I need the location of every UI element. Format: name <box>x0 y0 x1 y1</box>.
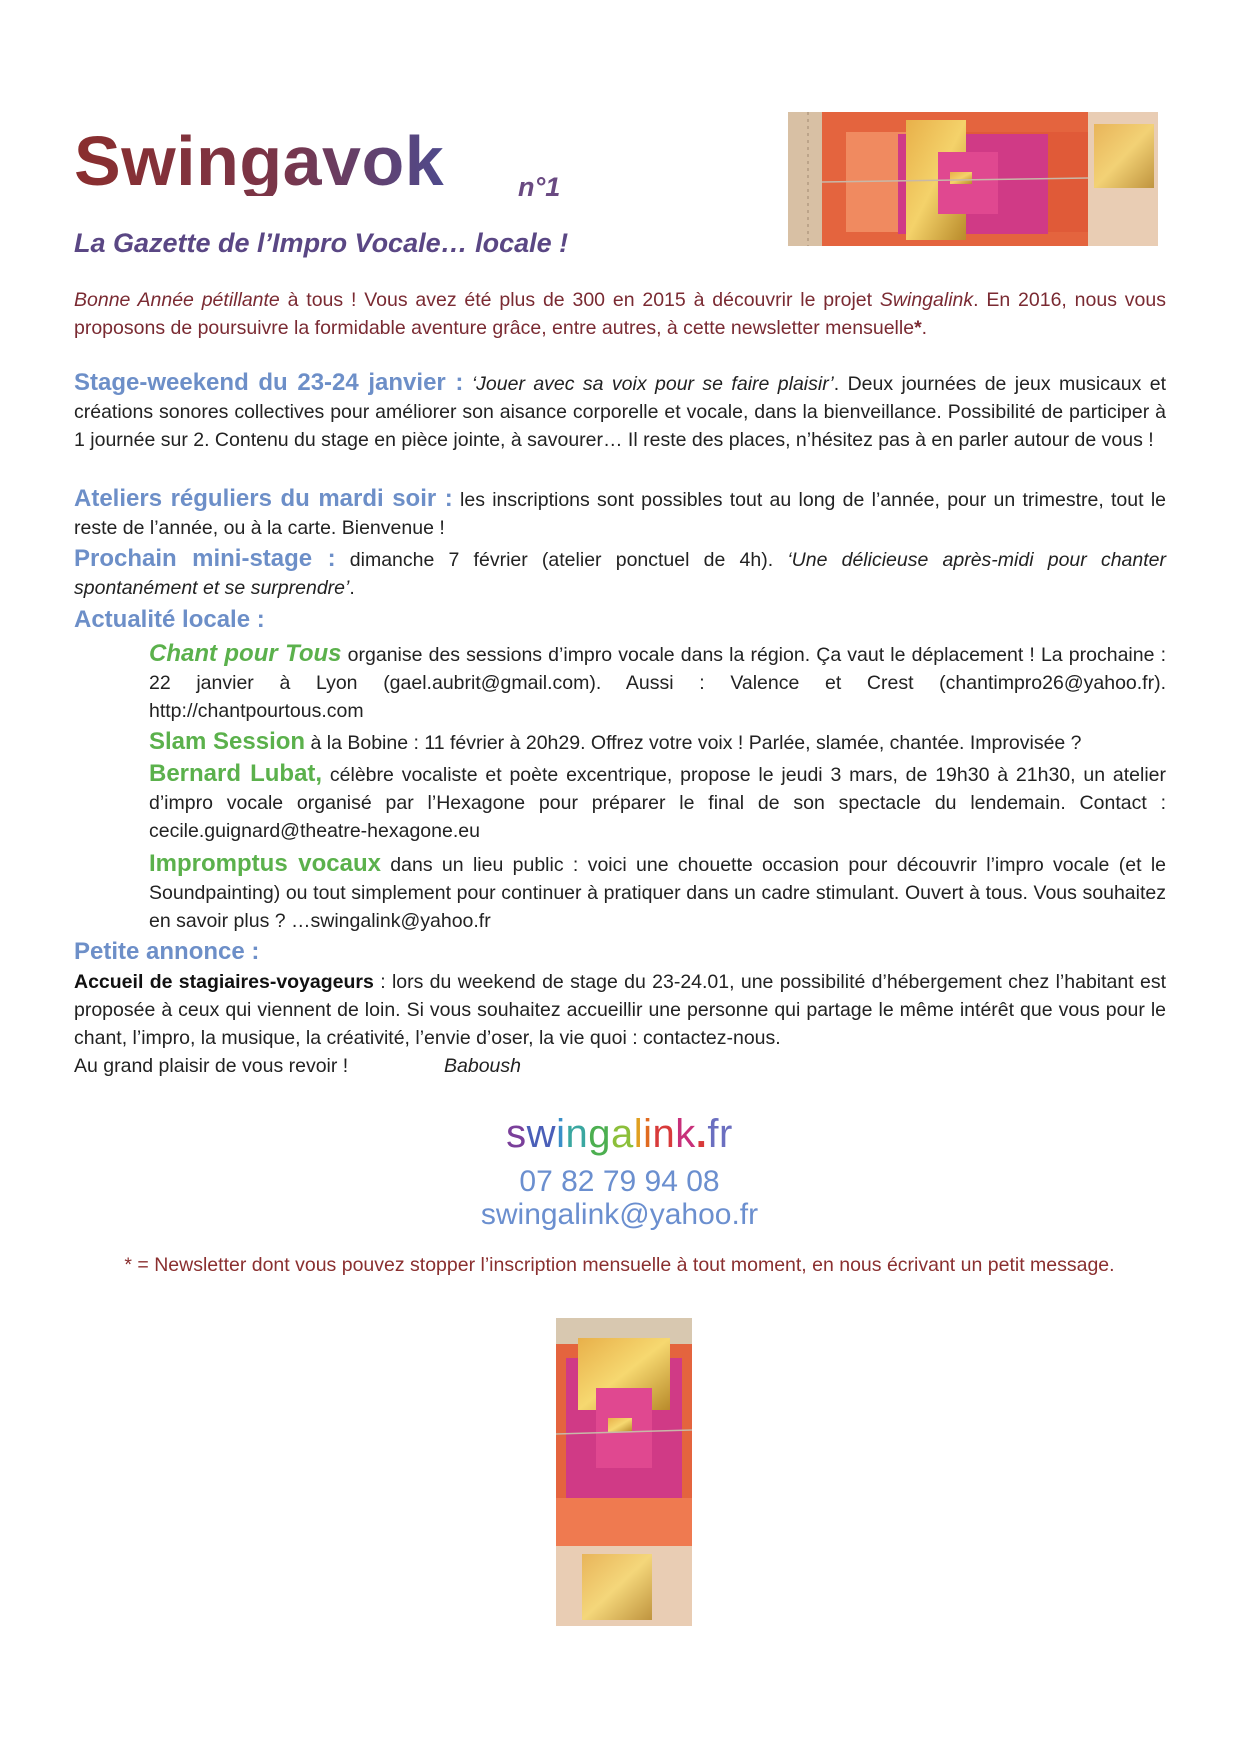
ateliers-body: les inscriptions sont possibles tout au long de l’année, pour un trimestre, tout le reste de l’année, ou à la carte. Bienvenue ! <box>74 489 1166 539</box>
logo-letter: w <box>526 1112 557 1156</box>
logo-letter: g <box>588 1112 611 1156</box>
intro-text-2: . En 2016, nous vous proposons de poursuivre la formidable aventure grâce, entre autres, à cette newsletter mensuelle <box>74 289 1166 339</box>
intro-project: Swingalink <box>879 289 974 311</box>
actualite-heading: Actualité locale : <box>74 606 265 633</box>
mini-stage-quote: ‘Une délicieuse après-midi pour chanter spontanément et se surprendre’ <box>74 549 1166 599</box>
section-stage-weekend <box>74 369 1166 454</box>
actualite-item-body: dans un lieu public : voici une chouette occasion pour découvrir l’impro vocale (et le Soundpainting) ou tout simplement pour continuer à pratiquer dans un cadre stimulant. Ouvert à tous. Vous souhaitez en savoir plus ? …swingalink@yahoo.fr <box>149 854 1166 932</box>
actualite-item <box>149 760 1166 845</box>
swingalink-logo[interactable] <box>0 1112 1239 1157</box>
logo-letter: n <box>565 1112 589 1156</box>
contact-email[interactable]: swingalink@yahoo.fr <box>480 1198 759 1231</box>
footnote: * = Newsletter dont vous pouvez stopper l’inscription mensuelle à tout moment, en nous écrivant un petit message. <box>124 1254 1115 1276</box>
ateliers-heading: Ateliers réguliers du mardi soir : <box>74 485 453 512</box>
actualite-item-name: Slam Session <box>149 728 306 755</box>
actualite-item-body: organise des sessions d’impro vocale dans la région. Ça vaut le déplacement ! La prochaine : 22 janvier à Lyon (gael.aubrit@gmail.com). Aussi : Valence et Crest (chantimpro26@yahoo.fr). http://chantpourtous.com <box>149 644 1166 722</box>
logo-letter: i <box>556 1112 566 1156</box>
annonce-bold: Accueil de stagiaires-voyageurs <box>74 971 374 993</box>
intro-star: * <box>914 317 922 339</box>
mini-stage-heading: Prochain mini-stage : <box>74 545 336 572</box>
intro-text-1: à tous ! Vous avez été plus de 300 en 2015 à découvrir le projet <box>279 289 880 311</box>
section-annonce <box>74 938 1166 967</box>
mini-stage-end: . <box>349 577 355 599</box>
intro-lead: Bonne Année pétillante <box>74 289 280 311</box>
logo-letter: . <box>695 1112 708 1156</box>
section-ateliers <box>74 485 1166 542</box>
logo-letter: r <box>718 1112 733 1156</box>
logo-letter: s <box>506 1112 527 1156</box>
logo-letter: k <box>675 1112 696 1156</box>
newsletter-title: Swingavok <box>74 122 445 200</box>
signoff-name: Baboush <box>444 1055 521 1077</box>
logo-letter: l <box>633 1112 644 1156</box>
actualite-item-name: Bernard Lubat, <box>149 760 323 787</box>
actualite-item-body: à la Bobine : 11 février à 20h29. Offrez votre voix ! Parlée, slamée, chantée. Improvisée ? <box>305 732 1082 754</box>
stage-quote: ‘Jouer avec sa voix pour se faire plaisir’ <box>471 373 834 395</box>
section-actualite <box>74 606 1166 635</box>
actualite-item <box>149 728 1166 757</box>
intro-paragraph <box>74 286 1166 342</box>
newsletter-subtitle: La Gazette de l’Impro Vocale… locale ! <box>74 228 569 258</box>
logo-letter: i <box>643 1112 653 1156</box>
intro-end: . <box>921 317 928 339</box>
stage-body: . Deux journées de jeux musicaux et créations sonores collectives pour améliorer son aisance corporelle et vocale, dans la bienveillance. Possibilité de participer à 1 journée sur 2. Contenu du stage en pièce jointe, à savourer… Il reste des places, n’hésitez pas à en parler autour de vous ! <box>74 373 1166 451</box>
signoff-text: Au grand plaisir de vous revoir ! <box>74 1055 349 1077</box>
section-mini-stage <box>74 545 1166 602</box>
annonce-paragraph <box>74 968 1166 1052</box>
stage-heading: Stage-weekend du 23-24 janvier : <box>74 369 464 396</box>
decorative-artwork-image <box>556 1318 692 1626</box>
actualite-item-body: célèbre vocaliste et poète excentrique, propose le jeudi 3 mars, de 19h30 à 21h30, un atelier d’impro vocale organisé par l’Hexagone pour préparer le final de son spectacle du lendemain. Contact : cecile.guignard@theatre-hexagone.eu <box>149 764 1166 842</box>
decorative-artwork-image <box>788 112 1158 246</box>
actualite-item-name: Chant pour Tous <box>149 640 342 667</box>
mini-stage-body: dimanche 7 février (atelier ponctuel de 4h). <box>335 549 788 571</box>
phone-number: 07 82 79 94 08 <box>519 1165 720 1198</box>
signoff <box>74 1052 521 1080</box>
actualite-item-name: Impromptus vocaux <box>149 850 381 877</box>
annonce-body: : lors du weekend de stage du 23-24.01, une possibilité d’hébergement chez l’habitant est proposée à ceux qui viennent de loin. Si vous souhaitez accueillir une personne qui partage le même intérêt que vous pour le chant, l’impro, la musique, la créativité, l’envie d’oser, la vie quoi : contactez-nous. <box>74 971 1166 1049</box>
logo-letter: f <box>707 1112 719 1156</box>
annonce-heading: Petite annonce : <box>74 938 260 965</box>
actualite-item <box>149 850 1166 935</box>
logo-letter: a <box>610 1112 634 1156</box>
actualite-item <box>149 640 1166 725</box>
logo-letter: n <box>652 1112 676 1156</box>
issue-number: n°1 <box>518 172 561 202</box>
